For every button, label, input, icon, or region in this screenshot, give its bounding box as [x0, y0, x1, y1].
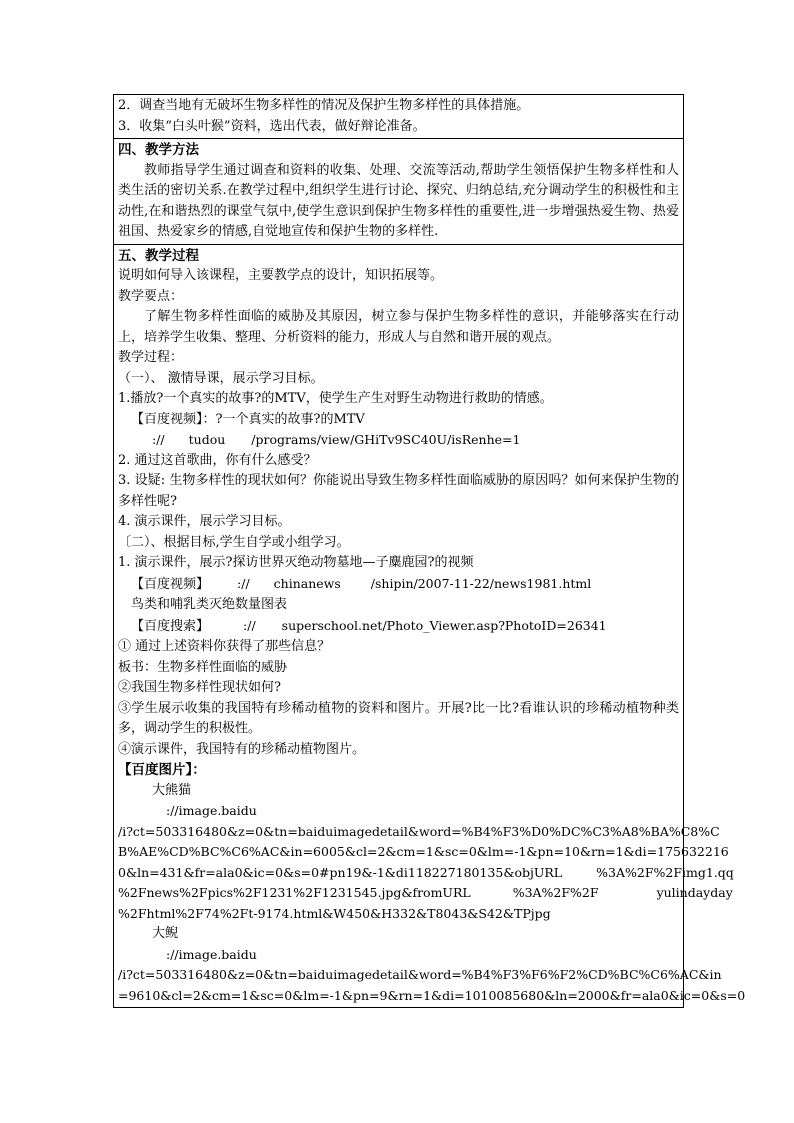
video-ref-1: [118, 410, 679, 431]
panda-link-line-4[interactable]: [118, 883, 733, 904]
step-1-1: 1.播放?一个真实的故事?的MTV，使学生产生对野生动物进行救助的情感。: [118, 391, 553, 406]
process-intro: 说明如何导入该课程，主要教学点的设计，知识拓展等。: [118, 268, 444, 283]
step-1-3: 3. 设疑: 生物多样性的现状如何？你能说出导致生物多样性面临威胁的原因吗？如何来保护生物的多样性呢?: [118, 473, 679, 509]
panda-link-line-2[interactable]: B%AE%CD%BC%C6%AC&in=6005&cl=2&cm=1&sc=0&lm=-1&pn=10&rn=1&di=175632216: [118, 844, 729, 859]
part-two-heading: 〔二）、根据目标,学生自学或小组学习。: [118, 534, 350, 550]
video-link-2[interactable]: [118, 574, 679, 596]
key-points-label: 教学要点：: [118, 288, 184, 304]
link-part: 0&ln=431&fr=ala0&ic=0&s=0#pn19&-1&di118227180135&objURL: [118, 864, 563, 880]
step-1-2: 2. 通过这首歌曲，你有什么感受？: [118, 452, 317, 468]
link-part: yulindayday: [656, 885, 733, 900]
video-link-1[interactable]: [118, 430, 679, 451]
question-4: ④演示课件，我国特有的珍稀动植物图片。: [118, 741, 366, 757]
section-heading-method: 四、教学方法: [118, 142, 199, 158]
image-ref-label: 【百度图片】：: [118, 762, 206, 778]
key-points-text: 了解生物多样性面临的威胁及其原因，树立参与保护生物多样性的意识，并能够落实在行动上，培养学生收集、整理、分析资料的能力，形成人与自然和谐开展的观点。: [118, 309, 679, 345]
question-2: ②我国生物多样性现状如何?: [118, 680, 281, 695]
panda-link-line-1[interactable]: /i?ct=503316480&z=0&tn=baiduimagedetail&word=%B4%F3%D0%DC%C3%A8%BA%C8%C: [118, 823, 720, 839]
panda-link-line-3[interactable]: [118, 863, 734, 884]
step-1-4: 4. 演示课件，展示学习目标。: [118, 514, 291, 529]
link-host: tudou: [188, 432, 226, 447]
question-1: ① 通过上述资料你获得了那些信息？: [118, 639, 331, 654]
search-ref-label: 【百度搜索】: [131, 618, 210, 634]
document-page: [113, 94, 746, 1008]
part-one-heading: （一）、 激情导课，展示学习目标。: [118, 370, 324, 386]
step-2-1: 1. 演示课件，展示?探访世界灭绝动物墓地—子麋鹿园?的视频: [118, 555, 474, 570]
process-label: 教学过程：: [118, 350, 184, 365]
question-3: ③学生展示收集的我国特有珍稀动植物的资料和图片。开展?比一比?看谁认识的珍稀动植物种类多，调动学生的积极性。: [118, 700, 679, 736]
method-paragraph: 教师指导学生通过调查和资料的收集、处理、交流等活动,帮助学生领悟保护生物多样性和人类生活的密切关系.在教学过程中,组织学生进行讨论、探究、归纳总结,充分调动学生的积极性和主动性,在和谐热烈的课堂气氛中,使学生意识到保护生物多样性的重要性,进一步增强热爱生物、热爱祖国、热爱家乡的情感,自觉地宣传和保护生物的多样性.: [118, 162, 679, 239]
section-teaching-method: [113, 138, 684, 244]
link-host: chinanews: [273, 575, 341, 591]
prep-item-2: 2．调查当地有无破坏生物多样性的情况及保护生物多样性的具体措施。: [118, 98, 530, 113]
link-scheme: ://: [237, 575, 250, 591]
salamander-title: 大鲵: [152, 926, 179, 941]
link-part: %2Fnews%2Fpics%2F1231%2F1231545.jpg&fromURL: [118, 885, 471, 900]
link-part: %3A%2F%2F: [512, 885, 599, 900]
video-ref-title: ?一个真实的故事?的MTV: [215, 411, 365, 427]
panda-link-line-5[interactable]: %2Fhtml%2F74%2Ft-9174.html&W450&H332&T8043&S42&TPjpg: [118, 905, 551, 921]
chart-caption: 鸟类和哺乳类灭绝数量图表: [131, 597, 288, 612]
panda-title: 大熊猫: [152, 782, 192, 798]
section-teaching-process: [113, 244, 746, 1009]
search-link[interactable]: [118, 616, 679, 638]
link-scheme: ://: [152, 432, 165, 447]
video-ref-label: 【百度视频】：: [131, 411, 216, 427]
salamander-link-line-0[interactable]: ://image.baidu: [166, 946, 257, 962]
section-heading-process: 五、教学过程: [118, 247, 199, 264]
link-part: %3A%2F%2Fimg1.qq: [596, 864, 734, 880]
panda-link-line-0[interactable]: ://image.baidu: [166, 803, 257, 818]
prep-item-3: 3．收集“白头叶猴”资料，选出代表，做好辩论准备。: [118, 118, 426, 134]
salamander-link-line-1[interactable]: /i?ct=503316480&z=0&tn=baiduimagedetail&word=%B4%F3%F6%F2%CD%BC%C6%AC&in: [118, 967, 722, 982]
section-preparation: [113, 94, 684, 138]
salamander-link-line-2[interactable]: =9610&cl=2&cm=1&sc=0&lm=-1&pn=9&rn=1&di=1010085680&ln=2000&fr=ala0&ic=0&s=0: [118, 987, 746, 1003]
link-scheme: ://: [243, 617, 256, 633]
link-path: /programs/view/GHiTv9SC40U/isRenhe=1: [251, 432, 521, 447]
video-ref-label: 【百度视频】: [131, 576, 210, 592]
link-path: /shipin/2007-11-22/news1981.html: [370, 575, 592, 591]
board-writing: 板书：生物多样性面临的威胁: [118, 659, 288, 675]
link-path: superschool.net/Photo_Viewer.asp?PhotoID=26341: [281, 617, 607, 633]
